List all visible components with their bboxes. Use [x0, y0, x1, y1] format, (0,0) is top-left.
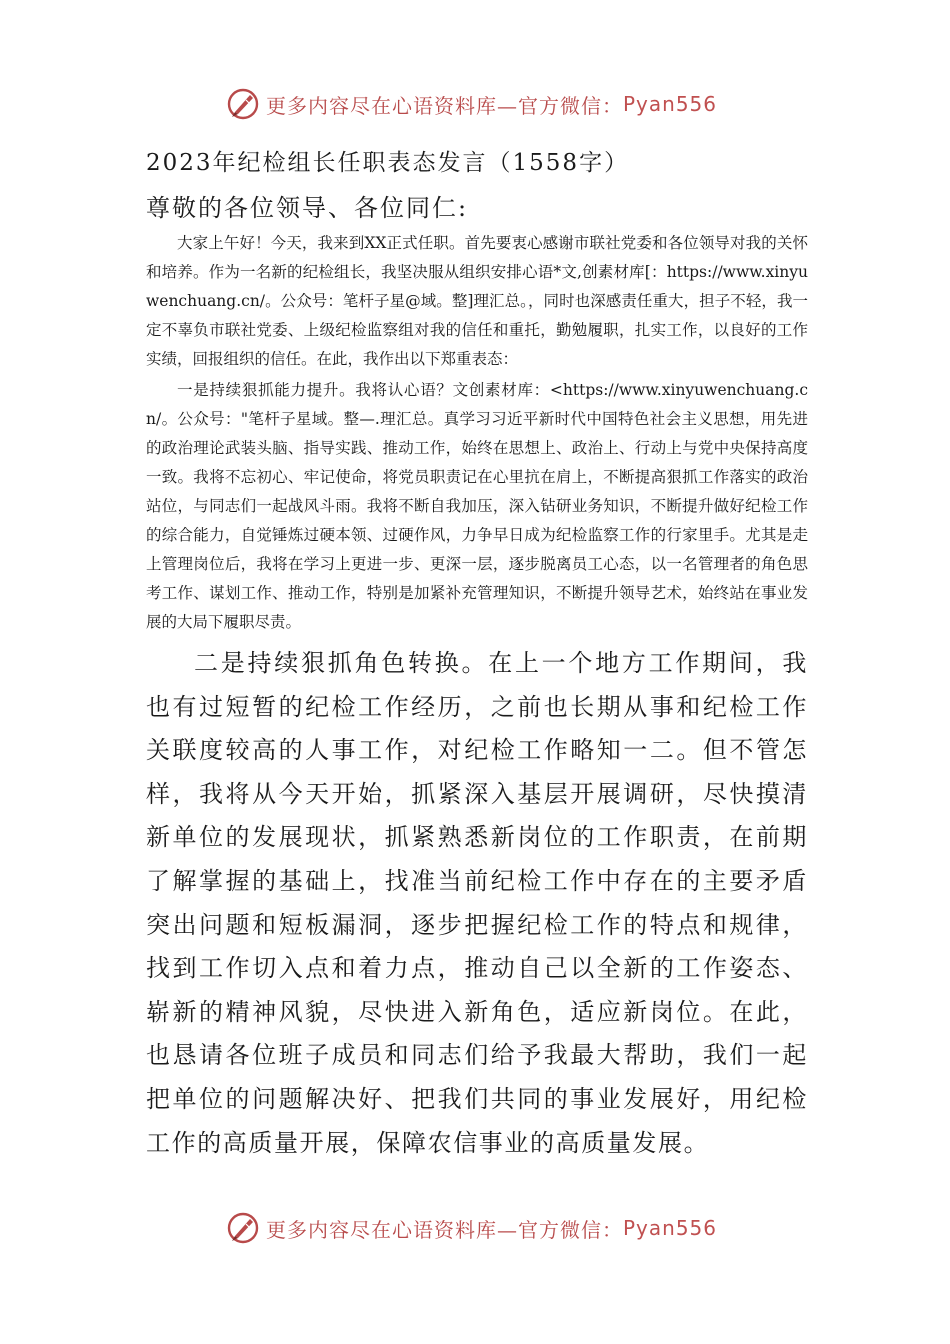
- quill-logo-icon: [226, 1211, 260, 1245]
- banner-wechat-id: Pyan556: [623, 92, 718, 116]
- quill-logo-icon: [226, 87, 260, 121]
- paragraph-ability: 一是持续狠抓能力提升。我将认心语？文创素材库：<https://www.xinyuwenchuang.cn/。公众号："笔杆子星域。整—.理汇总。真学习习近平新时代中国特色社会主义思想，用先进的政治理论武装头脑、指导实践、推动工作，始终在思想上、政治上、行动上与党中央保持高度一致。我将不忘初心、牢记使命，将党员职责记在心里抗在肩上，不断提高狠抓工作落实的政治站位，与同志们一起战风斗雨。我将不断自我加压，深入钻研业务知识，不断提升做好纪检工作的综合能力，自觉锤炼过硬本领、过硬作风，力争早日成为纪检监察工作的行家里手。尤其是走上管理岗位后，我将在学习上更进一步、更深一层，逐步脱离员工心态，以一名管理者的角色思考工作、谋划工作、推动工作，特别是加紧补充管理知识，不断提升领导艺术，始终站在事业发展的大局下履职尽责。: [146, 381, 808, 631]
- header-banner: [226, 84, 746, 124]
- document-title: 2023年纪检组长任职表态发言（1558字）: [146, 150, 630, 176]
- paragraph-intro: 大家上午好！今天，我来到XX正式任职。首先要衷心感谢市联社党委和各位领导对我的关怀和培养。作为一名新的纪检组长，我坚决服从组织安排心语*文,创素材库[：https://www.xinyuwenchuang.cn/。公众号：笔杆子星@域。整]理汇总。，同时也深感责任重大，担子不轻，我一定不辜负市联社党委、上级纪检监察组对我的信任和重托，勤勉履职，扎实工作，以良好的工作实绩，回报组织的信任。在此，我作出以下郑重表态：: [146, 234, 808, 368]
- banner-text: 更多内容尽在心语资料库—官方微信：: [266, 93, 623, 118]
- banner-text: 更多内容尽在心语资料库—官方微信：: [266, 1217, 623, 1242]
- footer-banner: [226, 1208, 746, 1248]
- banner-wechat-id: Pyan556: [623, 1216, 718, 1240]
- document-greeting: 尊敬的各位领导、各位同仁:: [146, 194, 469, 222]
- paragraph-role: 二是持续狠抓角色转换。在上一个地方工作期间，我也有过短暂的纪检工作经历，之前也长期从事和纪检工作关联度较高的人事工作，对纪检工作略知一二。但不管怎样，我将从今天开始，抓紧深入基层开展调研，尽快摸清新单位的发展现状，抓紧熟悉新岗位的工作职责，在前期了解掌握的基础上，找准当前纪检工作中存在的主要矛盾突出问题和短板漏洞，逐步把握纪检工作的特点和规律，找到工作切入点和着力点，推动自己以全新的工作姿态、崭新的精神风貌，尽快进入新角色，适应新岗位。在此，也恳请各位班子成员和同志们给予我最大帮助，我们一起把单位的问题解决好、把我们共同的事业发展好，用纪检工作的高质量开展，保障农信事业的高质量发展。: [146, 649, 808, 1157]
